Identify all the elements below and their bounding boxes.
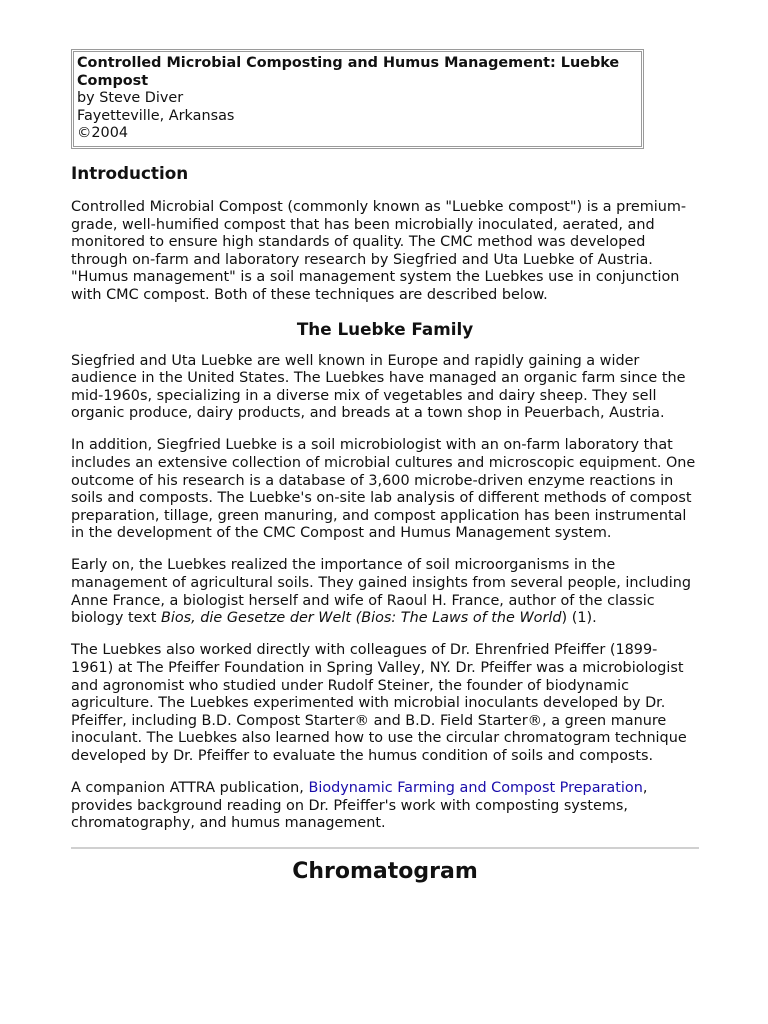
paragraph-5-text: A companion ATTRA publication,	[71, 780, 309, 796]
paragraph-5-end: , provides background reading on Dr. Pfeiffer's work with composting systems, chromatography, and humus management.	[71, 780, 648, 832]
family-paragraph-3	[71, 557, 699, 627]
document-title: Controlled Microbial Composting and Humus Management: Luebke Compost	[77, 55, 620, 89]
luebke-family-heading: The Luebke Family	[296, 318, 474, 339]
introduction-paragraph: Controlled Microbial Compost (commonly known as "Luebke compost") is a premium-grade, well-humified compost that has been microbially inoculated, aerated, and monitored to ensure high standards of quality. The CMC method was developed through on-farm and laboratory research by Siegfried and Uta Luebke of Austria. "Humus management" is a soil management system the Luebkes use in conjunction with CMC compost. Both of these techniques are described below.	[71, 198, 687, 303]
book-title-italic: Bios, die Gesetze der Welt (Bios: The Laws of the World	[160, 610, 562, 627]
family-paragraph-4: The Luebkes also worked directly with colleagues of Dr. Ehrenfried Pfeiffer (1899-1961) at The Pfeiffer Foundation in Spring Valley, NY. Dr. Pfeiffer was a microbiologist and agronomist who studied under Rudolf Steiner, the founder of biodynamic agriculture. The Luebkes experimented with microbial inoculants developed by Dr. Pfeiffer, including B.D. Compost Starter® and B.D. Field Starter®, a green manure inoculant. The Luebkes also learned how to use the circular chromatogram technique developed by Dr. Pfeiffer to evaluate the humus condition of soils and composts.	[71, 642, 687, 764]
document-page	[71, 49, 699, 885]
paragraph-3-end: ) (1).	[561, 610, 597, 627]
biodynamic-farming-link[interactable]: Biodynamic Farming and Compost Preparation	[308, 780, 643, 796]
section-divider	[71, 847, 699, 849]
family-paragraph-1: Siegfried and Uta Luebke are well known in Europe and rapidly gaining a wider audience in the United States. The Luebkes have managed an organic farm since the mid-1960s, specializing in a diverse mix of vegetables and dairy sheep. They sell organic produce, dairy products, and breads at a town shop in Peuerbach, Austria.	[71, 352, 686, 422]
header-box	[71, 49, 644, 149]
introduction-heading: Introduction	[71, 162, 189, 183]
author-line: by Steve Diver	[77, 90, 184, 107]
chromatogram-heading: Chromatogram	[292, 859, 478, 885]
paragraph-3-text: Early on, the Luebkes realized the importance of soil microorganisms in the management of agricultural soils. They gained insights from several people, including Anne France, a biologist herself and wife of Raoul H. France, author of the classic biology text	[71, 557, 691, 627]
location-line: Fayetteville, Arkansas	[77, 107, 235, 124]
copyright-line: ©2004	[77, 125, 129, 142]
family-paragraph-2: In addition, Siegfried Luebke is a soil microbiologist with an on-farm laboratory that includes an extensive collection of microbial cultures and microscopic equipment. One outcome of his research is a database of 3,600 microbe-driven enzyme reactions in soils and composts. The Luebke's on-site lab analysis of different methods of compost preparation, tillage, green manuring, and compost application has been instrumental in the development of the CMC Compost and Humus Management system.	[71, 437, 696, 542]
family-paragraph-5	[71, 780, 699, 833]
